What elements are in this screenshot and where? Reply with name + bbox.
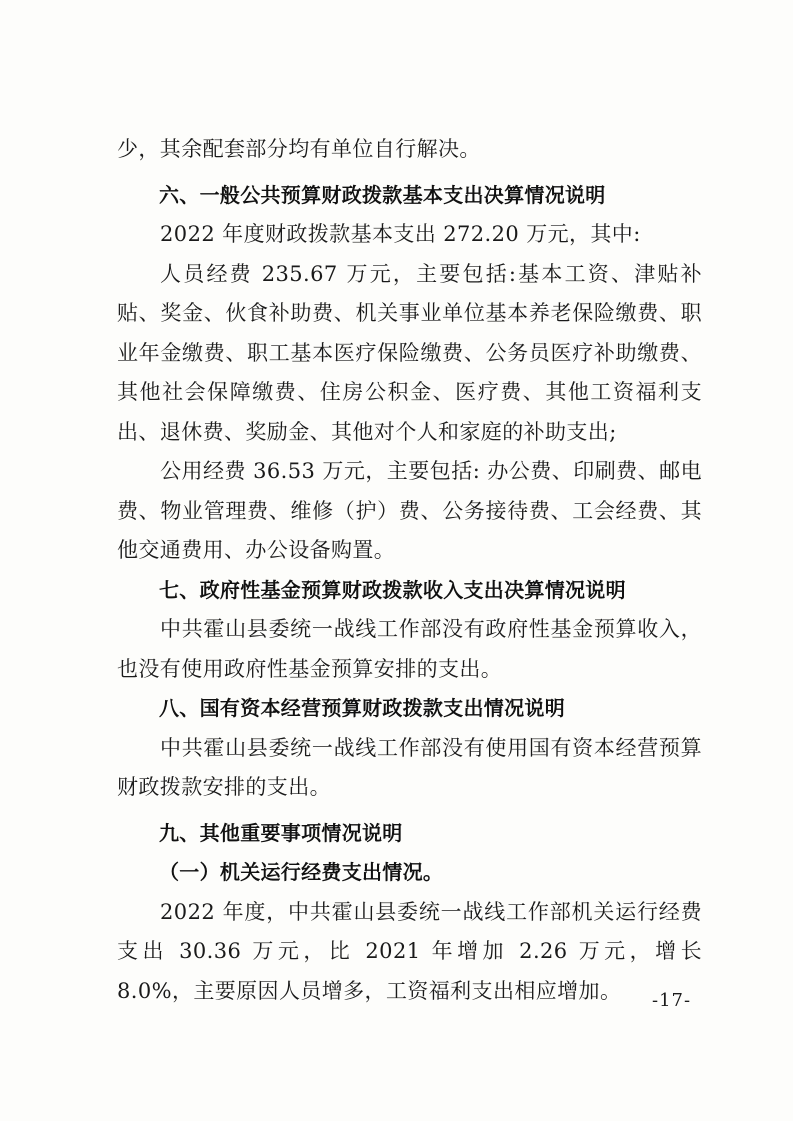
subsection-heading-1: （一）机关运行经费支出情况。 [159,860,444,884]
paragraph-state-capital: 中共霍山县委统一战线工作部没有使用国有资本经营预算财政拨款安排的支出。 [117,735,702,799]
paragraph-basic-expenditure: 2022 年度财政拨款基本支出 272.20 万元，其中: [160,222,641,246]
document-body [117,130,702,1011]
paragraph-operating-expenses: 2022 年度，中共霍山县委统一战线工作部机关运行经费支出 30.36 万元，比 2021 年增加 2.26 万元，增长 8.0%，主要原因人员增多，工资福利支出相应增加。 [117,899,702,1003]
paragraph-continuation: 少，其余配套部分均有单位自行解决。 [117,137,481,161]
paragraph-personnel-expenses: 人员经费 235.67 万元，主要包括:基本工资、津贴补贴、奖金、伙食补助费、机关事业单位基本养老保险缴费、职业年金缴费、职工基本医疗保险缴费、公务员医疗补助缴费、其他社会保障缴费、住房公积金、医疗费、其他工资福利支出、退休费、奖励金、其他对个人和家庭的补助支出; [117,261,702,444]
page-number: -17- [652,990,692,1011]
paragraph-government-fund: 中共霍山县委统一战线工作部没有政府性基金预算收入，也没有使用政府性基金预算安排的支出。 [117,617,702,681]
section-heading-6: 六、一般公共预算财政拨款基本支出决算情况说明 [159,182,606,207]
section-heading-9: 九、其他重要事项情况说明 [159,820,403,845]
paragraph-public-expenses: 公用经费 36.53 万元，主要包括: 办公费、印刷费、邮电费、物业管理费、维修（护）费、公务接待费、工会经费、其他交通费用、办公设备购置。 [117,459,702,562]
section-heading-8: 八、国有资本经营预算财政拨款支出情况说明 [159,696,565,720]
section-heading-7: 七、政府性基金预算财政拨款收入支出决算情况说明 [159,577,626,602]
